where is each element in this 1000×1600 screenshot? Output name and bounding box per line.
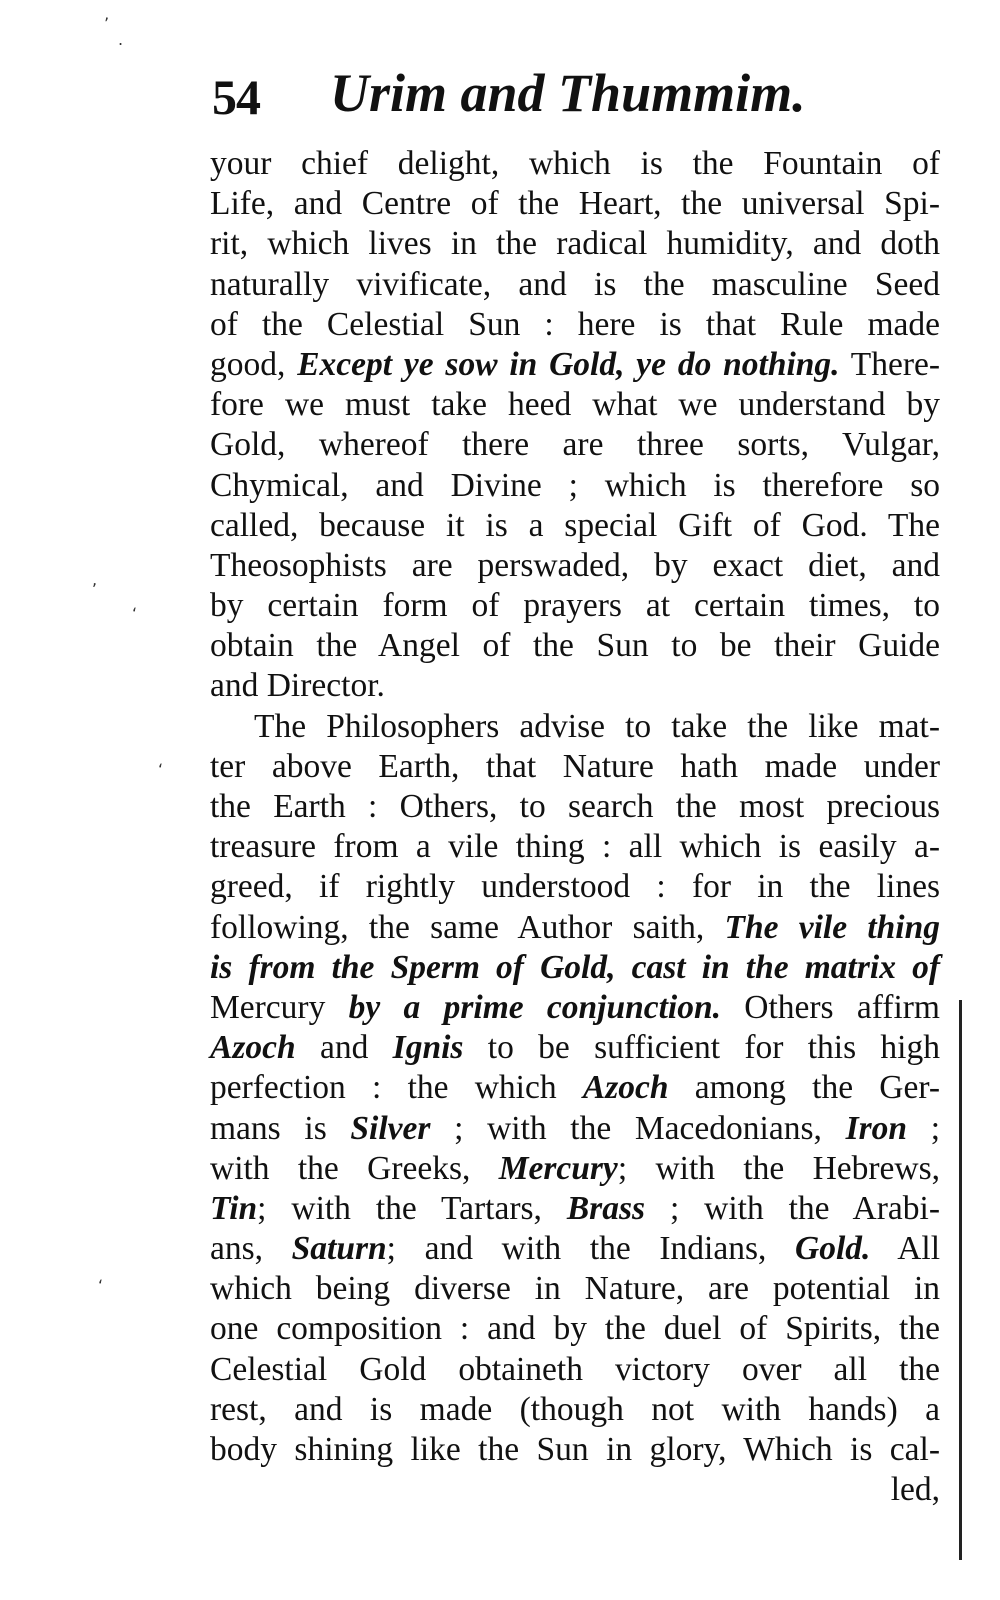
text-line (210, 1309, 940, 1349)
text-line (210, 1149, 940, 1189)
running-title: Urim and Thummim. (330, 63, 806, 123)
text-segment: fore we must take heed what we understand by (210, 386, 940, 424)
speck-mark: ‘ (98, 1276, 104, 1295)
text-segment: body shining like the Sun in glory, Which is cal- (210, 1431, 940, 1468)
text-segment: and Director. (210, 667, 385, 705)
text-line (210, 586, 940, 626)
text-line (210, 988, 940, 1028)
text-line (210, 1430, 940, 1470)
text-line (210, 626, 940, 666)
italic-phrase: Iron (845, 1109, 908, 1147)
text-segment: led, (890, 1471, 940, 1509)
text-line (210, 265, 940, 305)
text-segment: ; with the Arabi- (645, 1189, 940, 1227)
text-line (210, 1269, 940, 1309)
italic-phrase: Silver (350, 1109, 431, 1147)
text-segment: by certain form of prayers at certain times, to (210, 587, 940, 625)
text-segment: your chief delight, which is the Fountain of (210, 145, 940, 182)
text-segment: All (870, 1230, 941, 1268)
italic-phrase: Azoch (582, 1069, 669, 1107)
text-segment: Chymical, and Divine ; which is therefore so (210, 466, 940, 504)
text-segment: good, (210, 345, 298, 383)
text-line (210, 466, 940, 506)
italic-phrase: Brass (566, 1189, 646, 1227)
text-line (210, 305, 940, 345)
text-segment: following, the same Author saith, (210, 908, 725, 946)
text-line (210, 948, 940, 988)
text-segment: Mercury (210, 988, 349, 1026)
text-segment: ; with the Tartars, (257, 1189, 567, 1227)
text-segment: ; with the Hebrews, (617, 1149, 941, 1187)
page-header (212, 62, 852, 132)
text-segment: ; with the Macedonians, (430, 1109, 846, 1147)
text-segment: Others affirm (720, 988, 940, 1026)
text-line (210, 787, 940, 827)
text-line (210, 1028, 940, 1068)
text-segment: which being diverse in Nature, are potential in (210, 1270, 940, 1308)
text-segment: the Earth : Others, to search the most precious (210, 788, 940, 825)
text-segment: treasure from a vile thing : all which is easily a- (210, 828, 940, 866)
text-segment: with the Greeks, (210, 1149, 499, 1187)
italic-phrase: by a prime conjunction. (348, 988, 721, 1026)
page-edge-shadow (959, 1000, 962, 1560)
italic-phrase: Mercury (498, 1149, 618, 1187)
text-line (210, 345, 940, 385)
text-line (210, 908, 940, 948)
speck-mark: . (118, 30, 124, 49)
text-segment: naturally vivificate, and is the masculine Seed (210, 265, 940, 303)
text-line (210, 1189, 940, 1229)
text-line (210, 1229, 940, 1269)
speck-mark: ’ (104, 14, 110, 33)
text-line (210, 546, 940, 586)
text-segment: Gold, whereof there are three sorts, Vulgar, (210, 426, 940, 464)
text-segment: ; and with the Indians, (386, 1230, 796, 1268)
italic-phrase: is from the Sperm of Gold, cast in the matrix of (210, 948, 940, 986)
text-segment: perfection : the which (210, 1069, 583, 1107)
text-segment: among the Ger- (668, 1069, 940, 1107)
text-line (210, 224, 940, 264)
catchword (210, 1470, 940, 1510)
text-line (210, 747, 940, 787)
text-line (210, 707, 940, 747)
speck-mark: , (92, 570, 98, 589)
text-segment: rit, which lives in the radical humidity, and doth (210, 225, 940, 263)
text-segment: ; (907, 1109, 941, 1147)
text-segment: ter above Earth, that Nature hath made under (210, 747, 940, 785)
text-segment: The Philosophers advise to take the like mat- (254, 707, 940, 745)
speck-mark: ‘ (158, 760, 164, 779)
text-segment: mans is (210, 1109, 351, 1147)
text-segment: Theosophists are perswaded, by exact diet, and (210, 546, 940, 584)
text-segment: called, because it is a special Gift of God. The (210, 506, 940, 544)
italic-phrase: Except ye sow in Gold, ye do nothing. (297, 345, 840, 383)
text-segment: and (295, 1029, 393, 1067)
italic-phrase: Ignis (392, 1029, 464, 1067)
text-line (210, 144, 940, 184)
text-line (210, 1109, 940, 1149)
text-line (210, 1350, 940, 1390)
page-number: 54 (212, 69, 260, 125)
text-line (210, 385, 940, 425)
text-line (210, 1390, 940, 1430)
text-segment: one composition : and by the duel of Spirits, the (210, 1310, 940, 1348)
text-line (210, 506, 940, 546)
italic-phrase: Saturn (291, 1230, 387, 1268)
text-segment: greed, if rightly understood : for in the lines (210, 868, 940, 906)
text-segment: rest, and is made (though not with hands) a (210, 1390, 940, 1428)
text-segment: Celestial Gold obtaineth victory over all the (210, 1350, 940, 1388)
body-text (210, 144, 940, 1510)
text-line (210, 827, 940, 867)
text-line (210, 425, 940, 465)
speck-mark: ‘ (132, 604, 138, 623)
text-segment: to be sufficient for this high (463, 1029, 940, 1067)
text-segment: There- (839, 345, 940, 383)
text-segment: ans, (210, 1230, 292, 1268)
text-segment: Life, and Centre of the Heart, the universal Spi- (210, 185, 940, 223)
text-segment: obtain the Angel of the Sun to be their Guide (210, 627, 940, 665)
italic-phrase: Gold. (795, 1230, 871, 1268)
italic-phrase: Azoch (210, 1029, 296, 1067)
text-line (210, 184, 940, 224)
italic-phrase: The vile thing (724, 908, 940, 946)
text-segment: of the Celestial Sun : here is that Rule made (210, 305, 940, 343)
text-line (210, 666, 940, 706)
text-line (210, 867, 940, 907)
text-line (210, 1068, 940, 1108)
italic-phrase: Tin (210, 1189, 258, 1227)
